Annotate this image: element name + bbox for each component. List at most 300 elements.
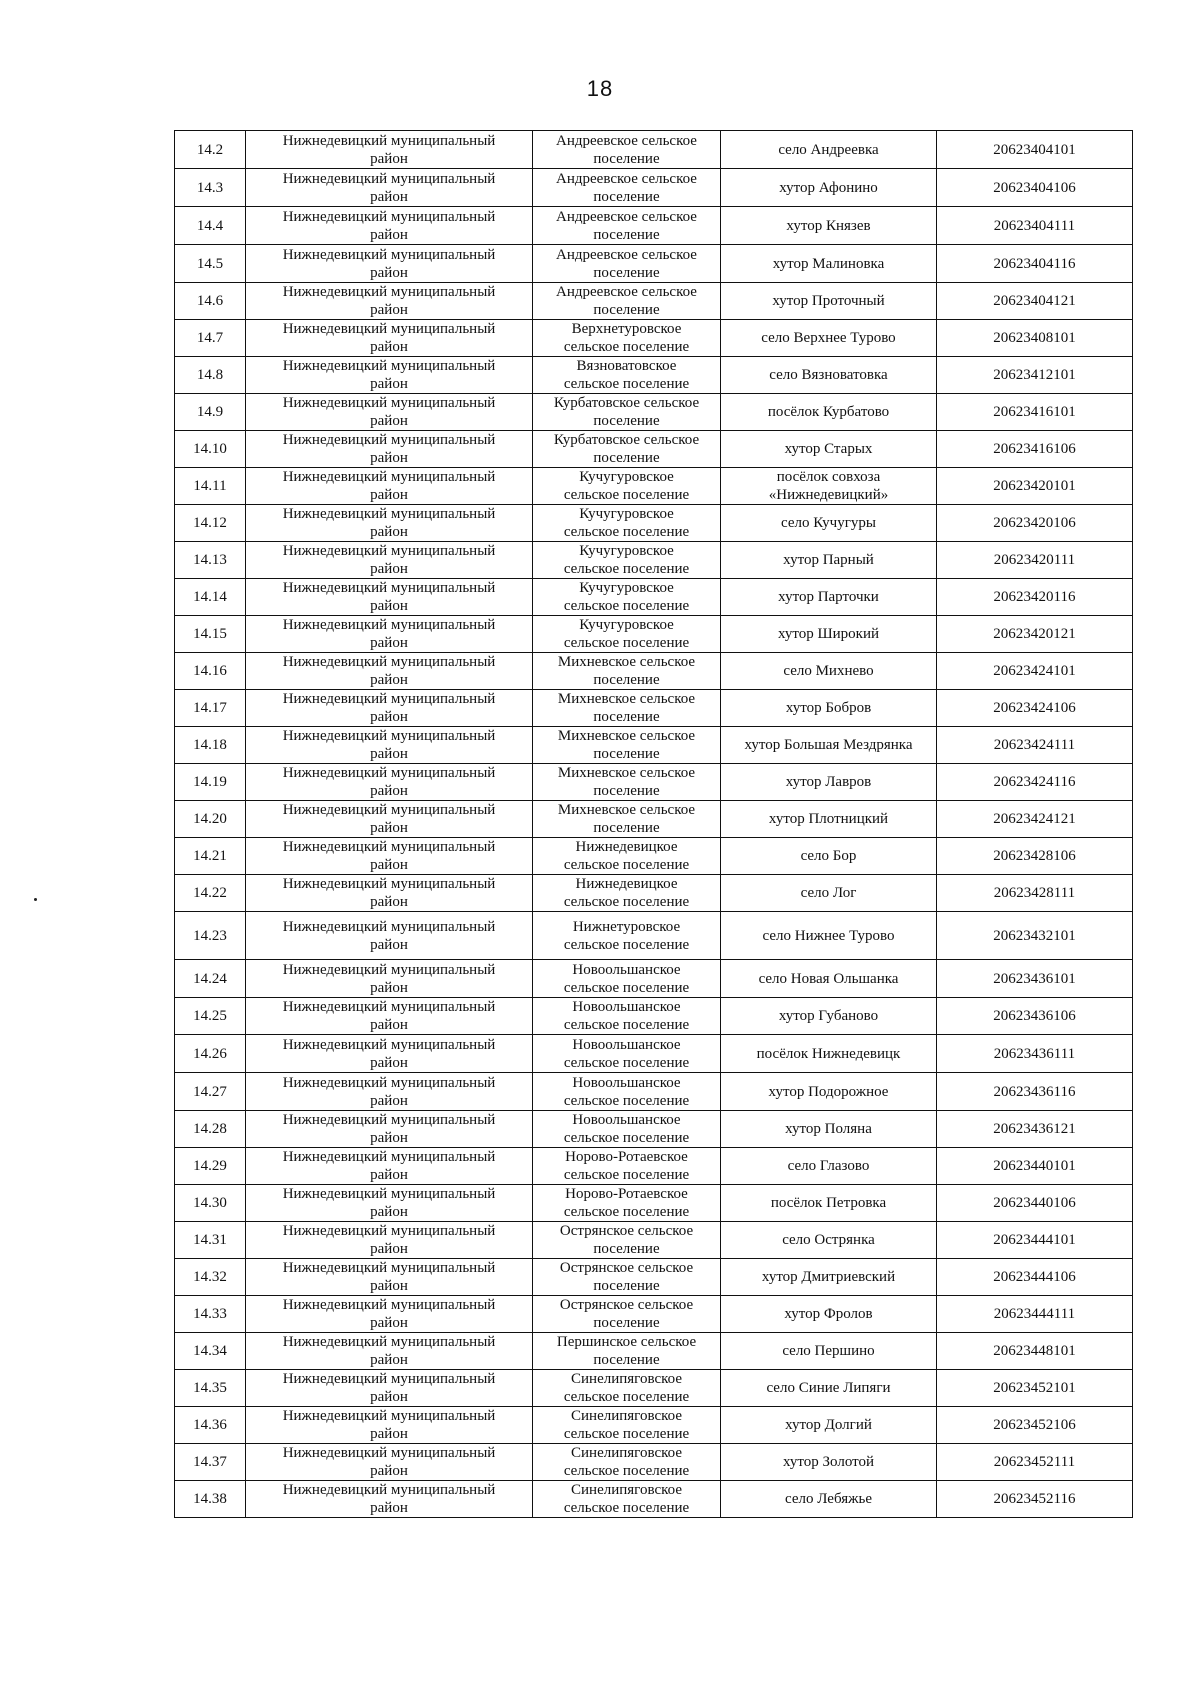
settlement-cell	[533, 542, 721, 579]
oktmo-code: 20623420101	[993, 478, 1076, 494]
locality-name: хутор Проточный	[772, 293, 885, 309]
district-name-line-1: Нижнедевицкий муниципальный	[282, 839, 496, 855]
table-row	[175, 431, 1133, 468]
oktmo-code-cell	[937, 690, 1133, 727]
locality-cell	[721, 357, 937, 394]
settlement-name-line-2: поселение	[593, 226, 660, 243]
settlement-name-line-2: сельское поселение	[563, 857, 690, 873]
oktmo-code: 20623428111	[993, 885, 1076, 901]
district-name-line-2: район	[370, 746, 408, 762]
locality-cell	[721, 1073, 937, 1111]
settlement-name-line-2: сельское поселение	[563, 1463, 690, 1479]
settlement-cell	[533, 1222, 721, 1259]
oktmo-code-cell	[937, 960, 1133, 998]
settlement-name-line-1: Кучугуровское	[579, 506, 674, 522]
row-number: 14.5	[196, 255, 224, 272]
locality-cell	[721, 245, 937, 283]
row-number: 14.12	[193, 515, 227, 531]
district-cell	[246, 579, 533, 616]
locality-cell	[721, 801, 937, 838]
district-cell	[246, 131, 533, 169]
row-number: 14.35	[193, 1380, 227, 1396]
settlement-name-line-2: сельское поселение	[563, 598, 690, 614]
district-cell	[246, 1407, 533, 1444]
oktmo-code: 20623420106	[993, 515, 1076, 531]
row-number-cell	[175, 1444, 246, 1481]
oktmo-code: 20623416106	[993, 441, 1076, 457]
table-row	[175, 1407, 1133, 1444]
locality-name: хутор Подорожное	[768, 1083, 889, 1100]
oktmo-code: 20623452111	[993, 1454, 1076, 1470]
row-number: 14.21	[193, 848, 227, 864]
row-number: 14.31	[193, 1232, 227, 1248]
settlement-cell	[533, 801, 721, 838]
oktmo-code: 20623436116	[993, 1083, 1076, 1100]
district-name-line-2: район	[370, 1389, 408, 1405]
locality-cell	[721, 616, 937, 653]
settlement-name-line-2: сельское поселение	[563, 487, 690, 503]
district-cell	[246, 1148, 533, 1185]
row-number-cell	[175, 764, 246, 801]
locality-name: село Верхнее Турово	[761, 330, 896, 346]
district-name-line-2: район	[370, 188, 408, 205]
locality-cell	[721, 320, 937, 357]
oktmo-code-cell	[937, 1481, 1133, 1518]
row-number-cell	[175, 1370, 246, 1407]
oktmo-code-cell	[937, 653, 1133, 690]
oktmo-code-cell	[937, 1370, 1133, 1407]
oktmo-code-cell	[937, 1259, 1133, 1296]
oktmo-code: 20623420121	[993, 626, 1076, 642]
locality-name: село Андреевка	[778, 141, 879, 158]
district-name-line-1: Нижнедевицкий муниципальный	[282, 1482, 496, 1498]
district-name-line-1: Нижнедевицкий муниципальный	[282, 1149, 496, 1165]
settlement-name-line-2: поселение	[593, 820, 660, 836]
settlement-name-line-1: Михневское сельское	[557, 654, 696, 670]
row-number-cell	[175, 169, 246, 207]
locality-cell	[721, 1111, 937, 1148]
table-row	[175, 1222, 1133, 1259]
district-name-line-2: район	[370, 820, 408, 836]
oktmo-code: 20623452106	[993, 1417, 1076, 1433]
settlement-name-line-1: Верхнетуровское	[571, 321, 682, 337]
district-cell	[246, 431, 533, 468]
oktmo-code-cell	[937, 357, 1133, 394]
row-number-cell	[175, 616, 246, 653]
settlement-name-line-1: Кучугуровское	[579, 469, 674, 485]
row-number-cell	[175, 1185, 246, 1222]
settlement-name-line-1: Андреевское сельское	[556, 284, 697, 300]
district-cell	[246, 505, 533, 542]
settlement-name-line-2: сельское поселение	[563, 1426, 690, 1442]
row-number-cell	[175, 727, 246, 764]
district-name-line-1: Нижнедевицкий муниципальный	[282, 918, 496, 935]
district-cell	[246, 998, 533, 1035]
district-cell	[246, 245, 533, 283]
oktmo-code-cell	[937, 468, 1133, 505]
oktmo-code-cell	[937, 579, 1133, 616]
row-number-cell	[175, 998, 246, 1035]
district-name-line-2: район	[370, 450, 408, 466]
settlement-name-line-2: поселение	[593, 709, 660, 725]
row-number-cell	[175, 1073, 246, 1111]
locality-cell	[721, 838, 937, 875]
locality-cell	[721, 394, 937, 431]
district-name-line-2: район	[370, 339, 408, 355]
oktmo-code-cell	[937, 431, 1133, 468]
district-cell	[246, 1444, 533, 1481]
locality-name: посёлок Курбатово	[767, 404, 890, 420]
locality-name: хутор Долгий	[785, 1417, 872, 1433]
settlement-cell	[533, 505, 721, 542]
table-row	[175, 357, 1133, 394]
settlement-name-line-1: Нижнедевицкое	[575, 839, 678, 855]
row-number: 14.32	[193, 1269, 227, 1285]
locality-cell	[721, 653, 937, 690]
district-name-line-2: район	[370, 150, 408, 167]
oktmo-code: 20623452101	[993, 1380, 1076, 1396]
table-row	[175, 283, 1133, 320]
row-number: 14.17	[193, 700, 227, 716]
settlement-name-line-2: поселение	[593, 1278, 660, 1294]
oktmo-code-cell	[937, 207, 1133, 245]
row-number-cell	[175, 542, 246, 579]
oktmo-code-cell	[937, 1148, 1133, 1185]
locality-name: посёлок Нижнедевицк	[756, 1045, 901, 1062]
district-name-line-1: Нижнедевицкий муниципальный	[282, 580, 496, 596]
oktmo-code: 20623452116	[993, 1491, 1076, 1507]
table-row	[175, 727, 1133, 764]
oktmo-code: 20623408101	[993, 330, 1076, 346]
settlement-cell	[533, 764, 721, 801]
settlement-cell	[533, 131, 721, 169]
settlement-cell	[533, 1185, 721, 1222]
district-name-line-1: Нижнедевицкий муниципальный	[282, 321, 496, 337]
district-name-line-2: район	[370, 413, 408, 429]
oktmo-code-cell	[937, 764, 1133, 801]
locality-name: село Синие Липяги	[766, 1380, 891, 1396]
settlement-cell	[533, 169, 721, 207]
locality-name: село Новая Ольшанка	[758, 970, 899, 987]
oktmo-code: 20623420111	[993, 552, 1076, 568]
settlement-cell	[533, 912, 721, 960]
settlement-name-line-1: Андреевское сельское	[556, 132, 697, 149]
oktmo-code: 20623444101	[993, 1232, 1076, 1248]
district-name-line-2: район	[370, 376, 408, 392]
table-row	[175, 1111, 1133, 1148]
district-name-line-2: район	[370, 1017, 408, 1033]
settlement-name-line-2: сельское поселение	[563, 376, 690, 392]
row-number-cell	[175, 1111, 246, 1148]
locality-name: хутор Золотой	[782, 1454, 875, 1470]
settlement-cell	[533, 1296, 721, 1333]
row-number: 14.30	[193, 1195, 227, 1211]
locality-cell	[721, 207, 937, 245]
row-number: 14.16	[193, 663, 227, 679]
district-cell	[246, 1185, 533, 1222]
oktmo-code-cell	[937, 838, 1133, 875]
oktmo-code-cell	[937, 245, 1133, 283]
row-number: 14.2	[196, 141, 224, 158]
oktmo-code-cell	[937, 912, 1133, 960]
district-name-line-2: район	[370, 1463, 408, 1479]
table-row	[175, 505, 1133, 542]
locality-cell	[721, 283, 937, 320]
settlement-name-line-1: Михневское сельское	[557, 728, 696, 744]
locality-name: село Острянка	[782, 1232, 875, 1248]
oktmo-code-cell	[937, 616, 1133, 653]
row-number-cell	[175, 690, 246, 727]
settlement-name-line-2: сельское поселение	[563, 979, 690, 996]
district-name-line-2: район	[370, 487, 408, 503]
locality-name: хутор Старых	[784, 441, 873, 457]
locality-cell	[721, 875, 937, 912]
settlement-cell	[533, 357, 721, 394]
oktmo-code: 20623424106	[993, 700, 1076, 716]
oktmo-code-cell	[937, 875, 1133, 912]
district-name-line-2: район	[370, 264, 408, 281]
table-row	[175, 169, 1133, 207]
oktmo-code: 20623404116	[993, 255, 1076, 272]
settlement-name-line-2: поселение	[593, 746, 660, 762]
district-cell	[246, 1073, 533, 1111]
oktmo-code: 20623428106	[993, 848, 1076, 864]
locality-cell	[721, 960, 937, 998]
district-name-line-1: Нижнедевицкий муниципальный	[282, 999, 496, 1015]
settlement-name-line-2: сельское поселение	[563, 1204, 690, 1220]
locality-cell	[721, 1444, 937, 1481]
oktmo-code-cell	[937, 1073, 1133, 1111]
locality-cell	[721, 542, 937, 579]
settlement-name-line-2: поселение	[593, 450, 660, 466]
district-name-line-1: Нижнедевицкий муниципальный	[282, 170, 496, 187]
locality-cell	[721, 468, 937, 505]
oktmo-code: 20623440101	[993, 1158, 1076, 1174]
district-name-line-1: Нижнедевицкий муниципальный	[282, 246, 496, 263]
settlement-name-line-2: сельское поселение	[563, 1389, 690, 1405]
district-name-line-1: Нижнедевицкий муниципальный	[282, 543, 496, 559]
row-number-cell	[175, 912, 246, 960]
row-number: 14.3	[196, 179, 224, 196]
settlement-name-line-1: Михневское сельское	[557, 802, 696, 818]
district-name-line-1: Нижнедевицкий муниципальный	[282, 617, 496, 633]
locality-name: село Михнево	[783, 663, 874, 679]
locality-name: посёлок Петровка	[770, 1195, 887, 1211]
locality-cell	[721, 505, 937, 542]
row-number-cell	[175, 468, 246, 505]
settlement-cell	[533, 394, 721, 431]
district-name-line-2: район	[370, 894, 408, 910]
settlement-name-line-1: Курбатовское сельское	[553, 395, 700, 411]
table-row	[175, 1073, 1133, 1111]
locality-name: хутор Афонино	[779, 179, 878, 196]
table-row	[175, 1259, 1133, 1296]
row-number-cell	[175, 431, 246, 468]
settlement-name-line-2: сельское поселение	[563, 339, 690, 355]
district-cell	[246, 394, 533, 431]
settlement-name-line-1: Острянское сельское	[559, 1297, 694, 1313]
locality-name: хутор Большая Мездрянка	[744, 737, 913, 753]
settlement-name-line-1: Кучугуровское	[579, 580, 674, 596]
district-name-line-1: Нижнедевицкий муниципальный	[282, 1371, 496, 1387]
settlement-cell	[533, 960, 721, 998]
oktmo-code-cell	[937, 283, 1133, 320]
settlement-cell	[533, 468, 721, 505]
row-number-cell	[175, 394, 246, 431]
oktmo-code-cell	[937, 1296, 1133, 1333]
locality-name: хутор Лавров	[785, 774, 872, 790]
district-cell	[246, 1370, 533, 1407]
settlement-name-line-1: Острянское сельское	[559, 1260, 694, 1276]
settlement-name-line-1: Вязноватовское	[576, 358, 677, 374]
oktmo-code: 20623448101	[993, 1343, 1076, 1359]
district-name-line-2: район	[370, 1204, 408, 1220]
settlement-cell	[533, 616, 721, 653]
district-cell	[246, 1259, 533, 1296]
oktmo-code: 20623424111	[993, 737, 1076, 753]
settlement-name-line-1: Синелипяговское	[571, 1371, 682, 1387]
locality-name: хутор Фролов	[784, 1306, 873, 1322]
settlement-name-line-1: Норово-Ротаевское	[565, 1186, 688, 1202]
settlement-name-line-1: Кучугуровское	[579, 543, 674, 559]
oktmo-code-cell	[937, 801, 1133, 838]
district-name-line-1: Нижнедевицкий муниципальный	[282, 728, 496, 744]
oktmo-code-cell	[937, 1333, 1133, 1370]
row-number-cell	[175, 579, 246, 616]
row-number: 14.22	[193, 885, 227, 901]
district-name-line-2: район	[370, 1130, 408, 1146]
oktmo-code: 20623416101	[993, 404, 1076, 420]
district-name-line-1: Нижнедевицкий муниципальный	[282, 208, 496, 225]
locality-name: село Вязноватовка	[769, 367, 888, 383]
district-cell	[246, 1222, 533, 1259]
settlement-name-line-1: Андреевское сельское	[556, 170, 697, 187]
row-number: 14.15	[193, 626, 227, 642]
settlement-cell	[533, 1407, 721, 1444]
oktmo-code-cell	[937, 1185, 1133, 1222]
locality-cell	[721, 1333, 937, 1370]
district-name-line-2: район	[370, 709, 408, 725]
row-number: 14.7	[196, 330, 224, 346]
settlement-name-line-1: Нижнетуровское	[572, 918, 681, 935]
row-number: 14.8	[196, 367, 224, 383]
row-number: 14.24	[193, 970, 227, 987]
settlement-name-line-2: поселение	[593, 672, 660, 688]
row-number: 14.37	[193, 1454, 227, 1470]
district-name-line-1: Нижнедевицкий муниципальный	[282, 802, 496, 818]
settlement-name-line-2: поселение	[593, 150, 660, 167]
row-number-cell	[175, 960, 246, 998]
settlement-name-line-1: Синелипяговское	[571, 1482, 682, 1498]
row-number-cell	[175, 1222, 246, 1259]
district-cell	[246, 357, 533, 394]
oktmo-code-cell	[937, 727, 1133, 764]
settlement-name-line-1: Синелипяговское	[571, 1445, 682, 1461]
row-number: 14.10	[193, 441, 227, 457]
locality-name: хутор Князев	[786, 217, 871, 234]
row-number-cell	[175, 505, 246, 542]
district-cell	[246, 875, 533, 912]
locality-name: село Нижнее Турово	[762, 927, 895, 944]
settlement-name-line-1: Новоольшанское	[572, 999, 681, 1015]
row-number: 14.34	[193, 1343, 227, 1359]
row-number-cell	[175, 131, 246, 169]
locality-name: хутор Парточки	[778, 589, 879, 605]
settlement-name-line-2: сельское поселение	[563, 936, 690, 953]
table-row	[175, 1035, 1133, 1073]
row-number: 14.38	[193, 1491, 227, 1507]
locality-cell	[721, 912, 937, 960]
locality-name: село Лебяжье	[785, 1491, 872, 1507]
district-cell	[246, 653, 533, 690]
locality-name: хутор Поляна	[785, 1121, 872, 1137]
locality-name: хутор Плотницкий	[768, 811, 889, 827]
district-cell	[246, 801, 533, 838]
table-row	[175, 1296, 1133, 1333]
row-number-cell	[175, 1148, 246, 1185]
settlement-name-line-1: Михневское сельское	[557, 765, 696, 781]
settlement-name-line-2: сельское поселение	[563, 1130, 690, 1146]
oktmo-code: 20623444106	[993, 1269, 1076, 1285]
row-number-cell	[175, 207, 246, 245]
table-row	[175, 1370, 1133, 1407]
district-cell	[246, 1296, 533, 1333]
settlement-cell	[533, 1111, 721, 1148]
locality-cell	[721, 998, 937, 1035]
settlement-name-line-2: сельское поселение	[563, 561, 690, 577]
oktmo-code-cell	[937, 505, 1133, 542]
locality-cell	[721, 1222, 937, 1259]
row-number: 14.36	[193, 1417, 227, 1433]
district-cell	[246, 960, 533, 998]
oktmo-code: 20623412101	[993, 367, 1076, 383]
table-row	[175, 960, 1133, 998]
row-number: 14.6	[196, 293, 224, 309]
settlement-name-line-1: Новоольшанское	[572, 1074, 681, 1091]
row-number: 14.28	[193, 1121, 227, 1137]
district-name-line-1: Нижнедевицкий муниципальный	[282, 961, 496, 978]
settlement-cell	[533, 1370, 721, 1407]
oktmo-code: 20623424121	[993, 811, 1076, 827]
locality-cell	[721, 1185, 937, 1222]
locality-name: хутор Малиновка	[772, 255, 885, 272]
row-number: 14.20	[193, 811, 227, 827]
district-name-line-1: Нижнедевицкий муниципальный	[282, 1445, 496, 1461]
oktmo-code: 20623424116	[993, 774, 1076, 790]
oktmo-code: 20623420116	[993, 589, 1076, 605]
settlement-cell	[533, 1148, 721, 1185]
settlement-name-line-1: Острянское сельское	[559, 1223, 694, 1239]
row-number: 14.4	[196, 217, 224, 234]
settlement-name-line-2: сельское поселение	[563, 1054, 690, 1071]
settlement-cell	[533, 653, 721, 690]
settlement-name-line-1: Новоольшанское	[572, 961, 681, 978]
settlement-name-line-2: поселение	[593, 413, 660, 429]
district-name-line-2: район	[370, 635, 408, 651]
district-cell	[246, 764, 533, 801]
settlement-cell	[533, 690, 721, 727]
locality-cell	[721, 169, 937, 207]
row-number-cell	[175, 283, 246, 320]
oktmo-code-cell	[937, 131, 1133, 169]
table-row	[175, 320, 1133, 357]
oktmo-code: 20623436121	[993, 1121, 1076, 1137]
settlement-name-line-1: Синелипяговское	[571, 1408, 682, 1424]
district-cell	[246, 283, 533, 320]
settlement-cell	[533, 727, 721, 764]
district-cell	[246, 727, 533, 764]
row-number-cell	[175, 801, 246, 838]
